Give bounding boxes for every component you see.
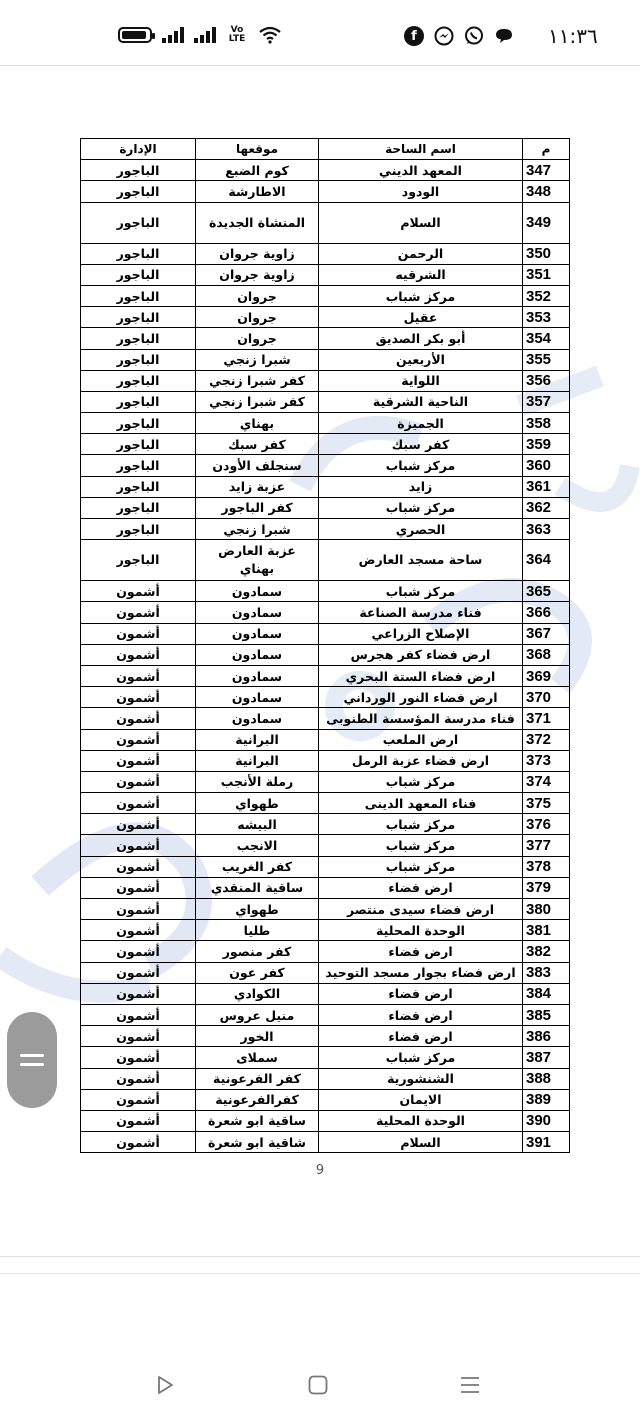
- cell-num: 349: [523, 202, 570, 243]
- cell-name: الجميزة: [319, 413, 523, 434]
- cell-admin: أشمون: [81, 708, 196, 729]
- cell-name: الوحدة المحلية: [319, 1110, 523, 1131]
- cell-name: السلام: [319, 1132, 523, 1153]
- menu-line-icon: [20, 1054, 44, 1057]
- cell-name: الايمان: [319, 1089, 523, 1110]
- cell-admin: الباجور: [81, 285, 196, 306]
- cell-location: سمادون: [196, 602, 319, 623]
- cell-num: 362: [523, 497, 570, 518]
- cell-location: سمادون: [196, 665, 319, 686]
- table-row: [81, 1132, 570, 1153]
- cell-admin: أشمون: [81, 1026, 196, 1047]
- table-row: [81, 1068, 570, 1089]
- cell-name: المعهد الديني: [319, 160, 523, 181]
- signal-icon: [194, 27, 216, 43]
- cell-admin: أشمون: [81, 729, 196, 750]
- cell-admin: أشمون: [81, 920, 196, 941]
- cell-num: 359: [523, 434, 570, 455]
- table-row: [81, 1004, 570, 1025]
- cell-admin: أشمون: [81, 856, 196, 877]
- cell-num: 357: [523, 391, 570, 412]
- cell-location: كفر الغريب: [196, 856, 319, 877]
- cell-num: 381: [523, 920, 570, 941]
- cell-num: 374: [523, 771, 570, 792]
- table-row: [81, 243, 570, 264]
- signal-icon: [162, 27, 184, 43]
- cell-location: شبرا زنجي: [196, 349, 319, 370]
- cell-num: 352: [523, 285, 570, 306]
- cell-name: الودود: [319, 181, 523, 202]
- cell-admin: أشمون: [81, 1068, 196, 1089]
- table-row: [81, 328, 570, 349]
- table-row: [81, 750, 570, 771]
- table-row: [81, 623, 570, 644]
- table-row: [81, 1047, 570, 1068]
- cell-admin: الباجور: [81, 307, 196, 328]
- table-row: [81, 941, 570, 962]
- cell-num: 351: [523, 264, 570, 285]
- cell-name: ارض فضاء: [319, 1004, 523, 1025]
- menu-line-icon: [20, 1063, 44, 1066]
- table-row: [81, 413, 570, 434]
- cell-name: ارض فضاء: [319, 983, 523, 1004]
- document-page: [0, 66, 640, 1256]
- cell-admin: أشمون: [81, 983, 196, 1004]
- cell-location: البرانية: [196, 750, 319, 771]
- cell-name: ارض الملعب: [319, 729, 523, 750]
- cell-admin: الباجور: [81, 243, 196, 264]
- cell-admin: أشمون: [81, 665, 196, 686]
- cell-location: كفر عون: [196, 962, 319, 983]
- cell-name: الرحمن: [319, 243, 523, 264]
- cell-num: 379: [523, 877, 570, 898]
- cell-name: اللواية: [319, 370, 523, 391]
- cell-name: ساحة مسجد العارض: [319, 540, 523, 581]
- home-icon: [307, 1374, 329, 1396]
- cell-admin: الباجور: [81, 413, 196, 434]
- clock: ١١:٣٦: [548, 24, 598, 48]
- table-row: [81, 983, 570, 1004]
- cell-admin: الباجور: [81, 476, 196, 497]
- cell-admin: الباجور: [81, 519, 196, 540]
- cell-admin: الباجور: [81, 497, 196, 518]
- cell-num: 383: [523, 962, 570, 983]
- cell-name: مركز شباب: [319, 771, 523, 792]
- cell-location: كفر الباجور: [196, 497, 319, 518]
- page-bottom-divider: [0, 1256, 640, 1257]
- cell-num: 361: [523, 476, 570, 497]
- cell-location: كفر سبك: [196, 434, 319, 455]
- cell-num: 370: [523, 687, 570, 708]
- cell-name: الأربعين: [319, 349, 523, 370]
- cell-name: ارض فضاء: [319, 877, 523, 898]
- cell-location: سمادون: [196, 708, 319, 729]
- cell-name: فناء المعهد الدينى: [319, 793, 523, 814]
- cell-location: بهناي: [196, 413, 319, 434]
- notification-icons: [404, 26, 514, 46]
- cell-num: 369: [523, 665, 570, 686]
- cell-num: 350: [523, 243, 570, 264]
- cell-admin: أشمون: [81, 877, 196, 898]
- cell-admin: أشمون: [81, 835, 196, 856]
- cell-num: 386: [523, 1026, 570, 1047]
- table-row: [81, 391, 570, 412]
- table-row: [81, 644, 570, 665]
- cell-location: جروان: [196, 307, 319, 328]
- cell-location: سمادون: [196, 644, 319, 665]
- cell-location: سنجلف الأودن: [196, 455, 319, 476]
- cell-location: زاوية جروان: [196, 264, 319, 285]
- cell-name: ارض فضاء عزبة الرمل: [319, 750, 523, 771]
- table-row: [81, 856, 570, 877]
- cell-num: 372: [523, 729, 570, 750]
- page-bottom-divider: [0, 1273, 640, 1274]
- cell-admin: أشمون: [81, 1004, 196, 1025]
- cell-num: 360: [523, 455, 570, 476]
- cell-location: سمادون: [196, 581, 319, 602]
- home-button[interactable]: [303, 1370, 333, 1400]
- table-row: [81, 1089, 570, 1110]
- whatsapp-icon: [464, 26, 484, 46]
- cell-admin: أشمون: [81, 1110, 196, 1131]
- cell-admin: أشمون: [81, 962, 196, 983]
- cell-num: 376: [523, 814, 570, 835]
- cell-location: الانجب: [196, 835, 319, 856]
- cell-num: 366: [523, 602, 570, 623]
- cell-name: فناء مدرسة المؤسسة الطنوبى: [319, 708, 523, 729]
- cell-location: طهواي: [196, 793, 319, 814]
- cell-location: شبرا زنجي: [196, 519, 319, 540]
- messenger-icon: [434, 26, 454, 46]
- cell-admin: أشمون: [81, 771, 196, 792]
- cell-name: ارض فضاء كفر هجرس: [319, 644, 523, 665]
- cell-location: الاطارشة: [196, 181, 319, 202]
- cell-name: مركز شباب: [319, 1047, 523, 1068]
- cell-num: 389: [523, 1089, 570, 1110]
- cell-admin: أشمون: [81, 687, 196, 708]
- cell-location: ساقية ابو شعرة: [196, 1110, 319, 1131]
- cell-location: سمادون: [196, 623, 319, 644]
- cell-name: مركز شباب: [319, 455, 523, 476]
- cell-location: كفر الفرعونية: [196, 1068, 319, 1089]
- cell-num: 358: [523, 413, 570, 434]
- table-row: [81, 264, 570, 285]
- header-admin: الإدارة: [81, 139, 196, 160]
- table-row: [81, 1110, 570, 1131]
- cell-name: مركز شباب: [319, 497, 523, 518]
- cell-name: ارض فضاء: [319, 1026, 523, 1047]
- cell-location: سمادون: [196, 687, 319, 708]
- table-row: [81, 370, 570, 391]
- cell-name: ارض فضاء الستة البحري: [319, 665, 523, 686]
- cell-location: سملاى: [196, 1047, 319, 1068]
- table-row: [81, 665, 570, 686]
- cell-name: الشنشورية: [319, 1068, 523, 1089]
- cell-location: طهواي: [196, 899, 319, 920]
- table-row: [81, 455, 570, 476]
- cell-name: زايد: [319, 476, 523, 497]
- status-bar: [0, 0, 640, 62]
- cell-location: جروان: [196, 328, 319, 349]
- table-row: [81, 476, 570, 497]
- chat-icon: [494, 26, 514, 46]
- table-row: [81, 202, 570, 243]
- cell-location: جروان: [196, 285, 319, 306]
- cell-num: 353: [523, 307, 570, 328]
- cell-num: 364: [523, 540, 570, 581]
- back-button[interactable]: [150, 1370, 180, 1400]
- cell-name: عقيل: [319, 307, 523, 328]
- cell-location: البيشه: [196, 814, 319, 835]
- cell-num: 373: [523, 750, 570, 771]
- cell-num: 378: [523, 856, 570, 877]
- table-row: [81, 835, 570, 856]
- cell-name: أبو بكر الصديق: [319, 328, 523, 349]
- cell-location: كفر شبرا زنجي: [196, 370, 319, 391]
- cell-num: 363: [523, 519, 570, 540]
- cell-name: ارض فضاء سيدى منتصر: [319, 899, 523, 920]
- cell-admin: أشمون: [81, 1132, 196, 1153]
- table-row: [81, 877, 570, 898]
- table-row: [81, 285, 570, 306]
- table-body: [81, 160, 570, 1153]
- cell-admin: أشمون: [81, 1047, 196, 1068]
- cell-num: 390: [523, 1110, 570, 1131]
- cell-admin: أشمون: [81, 899, 196, 920]
- table-row: [81, 920, 570, 941]
- table-row: [81, 540, 570, 581]
- table-row: [81, 602, 570, 623]
- table-row: [81, 814, 570, 835]
- cell-admin: أشمون: [81, 793, 196, 814]
- cell-name: الوحدة المحلية: [319, 920, 523, 941]
- cell-admin: الباجور: [81, 455, 196, 476]
- cell-num: 347: [523, 160, 570, 181]
- cell-num: 365: [523, 581, 570, 602]
- cell-location: كفر منصور: [196, 941, 319, 962]
- table-row: [81, 307, 570, 328]
- cell-admin: الباجور: [81, 181, 196, 202]
- cell-num: 377: [523, 835, 570, 856]
- cell-num: 391: [523, 1132, 570, 1153]
- table-row: [81, 349, 570, 370]
- cell-num: 380: [523, 899, 570, 920]
- cell-num: 382: [523, 941, 570, 962]
- cell-admin: الباجور: [81, 540, 196, 581]
- cell-admin: الباجور: [81, 328, 196, 349]
- header-location: موقعها: [196, 139, 319, 160]
- cell-location: كفرالفرعونية: [196, 1089, 319, 1110]
- table-row: [81, 771, 570, 792]
- cell-num: 384: [523, 983, 570, 1004]
- cell-num: 355: [523, 349, 570, 370]
- battery-icon: [118, 27, 152, 43]
- cell-admin: أشمون: [81, 644, 196, 665]
- status-left-icons: [118, 26, 282, 44]
- cell-location: البرانية: [196, 729, 319, 750]
- volte-icon: Vo LTE: [228, 25, 246, 44]
- cell-name: الشرقيه: [319, 264, 523, 285]
- cell-location: عزبة العارض بهناي: [196, 540, 319, 581]
- cell-num: 371: [523, 708, 570, 729]
- cell-location: رملة الأنجب: [196, 771, 319, 792]
- cell-name: مركز شباب: [319, 814, 523, 835]
- table-row: [81, 729, 570, 750]
- cell-name: مركز شباب: [319, 581, 523, 602]
- cell-location: طليا: [196, 920, 319, 941]
- cell-num: 388: [523, 1068, 570, 1089]
- cell-admin: أشمون: [81, 623, 196, 644]
- table-row: [81, 708, 570, 729]
- cell-admin: الباجور: [81, 202, 196, 243]
- table-row: [81, 497, 570, 518]
- cell-admin: الباجور: [81, 391, 196, 412]
- cell-location: شاقية ابو شعرة: [196, 1132, 319, 1153]
- cell-location: الخور: [196, 1026, 319, 1047]
- back-icon: [154, 1374, 176, 1396]
- header-num: م: [523, 139, 570, 160]
- cell-name: الحصري: [319, 519, 523, 540]
- cell-name: الناحية الشرقية: [319, 391, 523, 412]
- cell-admin: أشمون: [81, 602, 196, 623]
- cell-name: ارض فضاء النور الورداني: [319, 687, 523, 708]
- table-row: [81, 181, 570, 202]
- cell-num: 354: [523, 328, 570, 349]
- cell-location: المنشاة الجديدة: [196, 202, 319, 243]
- cell-name: كفر سبك: [319, 434, 523, 455]
- cell-admin: الباجور: [81, 370, 196, 391]
- cell-name: مركز شباب: [319, 856, 523, 877]
- cell-name: فناء مدرسة الصناعة: [319, 602, 523, 623]
- table-row: [81, 1026, 570, 1047]
- page-number: 9: [315, 1163, 325, 1178]
- table-row: [81, 160, 570, 181]
- cell-location: ساقية المنقدي: [196, 877, 319, 898]
- table-row: [81, 962, 570, 983]
- cell-name: ارض فضاء: [319, 941, 523, 962]
- cell-admin: أشمون: [81, 814, 196, 835]
- table-header-row: [81, 139, 570, 160]
- cell-admin: أشمون: [81, 1089, 196, 1110]
- cell-num: 368: [523, 644, 570, 665]
- cell-admin: أشمون: [81, 581, 196, 602]
- floating-menu-button[interactable]: [7, 1012, 57, 1108]
- cell-admin: الباجور: [81, 349, 196, 370]
- cell-name: مركز شباب: [319, 835, 523, 856]
- recents-button[interactable]: [455, 1370, 485, 1400]
- recents-icon: [459, 1374, 481, 1396]
- cell-num: 348: [523, 181, 570, 202]
- cell-num: 356: [523, 370, 570, 391]
- cell-location: كوم الضبع: [196, 160, 319, 181]
- cell-name: الإصلاح الزراعي: [319, 623, 523, 644]
- cell-num: 375: [523, 793, 570, 814]
- table-row: [81, 687, 570, 708]
- cell-location: منيل عروس: [196, 1004, 319, 1025]
- squares-table: [80, 138, 570, 1153]
- table-row: [81, 519, 570, 540]
- facebook-icon: f: [404, 26, 424, 46]
- cell-location: زاوية جروان: [196, 243, 319, 264]
- cell-num: 385: [523, 1004, 570, 1025]
- cell-name: مركز شباب: [319, 285, 523, 306]
- cell-admin: الباجور: [81, 434, 196, 455]
- table-row: [81, 793, 570, 814]
- cell-admin: أشمون: [81, 941, 196, 962]
- cell-name: السلام: [319, 202, 523, 243]
- wifi-icon: [258, 26, 282, 44]
- cell-num: 367: [523, 623, 570, 644]
- navigation-bar: [0, 1340, 640, 1421]
- cell-location: الكوادي: [196, 983, 319, 1004]
- cell-admin: الباجور: [81, 264, 196, 285]
- cell-name: ارض فضاء بجوار مسجد التوحيد: [319, 962, 523, 983]
- table-row: [81, 581, 570, 602]
- table-row: [81, 899, 570, 920]
- table-row: [81, 434, 570, 455]
- cell-location: عزبة زايد: [196, 476, 319, 497]
- cell-location: كفر شبرا زنجي: [196, 391, 319, 412]
- cell-admin: أشمون: [81, 750, 196, 771]
- cell-admin: الباجور: [81, 160, 196, 181]
- header-name: اسم الساحة: [319, 139, 523, 160]
- cell-num: 387: [523, 1047, 570, 1068]
